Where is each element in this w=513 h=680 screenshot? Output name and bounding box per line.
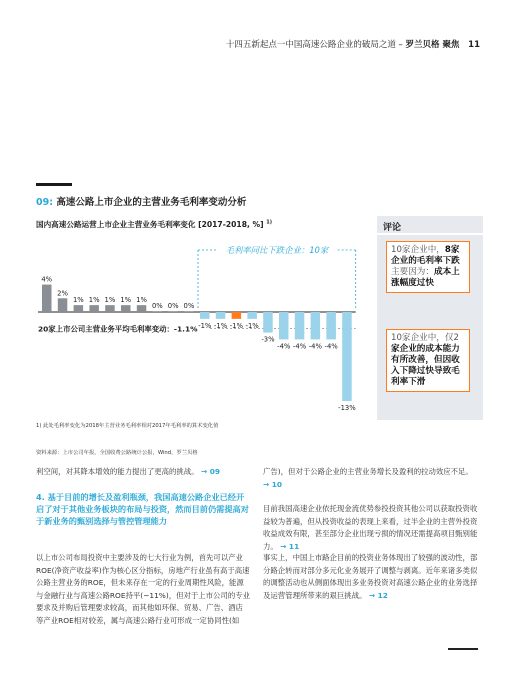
body-right-p2-text: 事实上，中国上市路企目前的投资业务体现出了较强的波动性，部分路企转而对部分多元化业务展开了调整与剥离。近年来诸多类似的调整活动也从侧面体现出多业务投资对高速公路企业的业务选择及运营管理所带来的艰巨挑战。	[263, 553, 478, 600]
page-number: 11	[468, 40, 480, 50]
bar-12	[216, 312, 226, 319]
bar-label-14: -1%	[245, 321, 259, 330]
bar-label-15: -3%	[261, 335, 275, 344]
running-header	[0, 38, 480, 50]
bar-label-12: -1%	[213, 321, 228, 330]
bar-label-19: -4%	[324, 342, 338, 351]
header-brand: 罗兰贝格 聚焦	[405, 40, 460, 50]
bar-17	[295, 312, 305, 339]
body-right-paragraph-1	[263, 503, 481, 553]
ref-link-11[interactable]: → 11	[280, 541, 300, 551]
bar-label-13: -1%	[229, 321, 243, 330]
bar-18	[311, 312, 321, 339]
bar-label-4: 1%	[88, 296, 100, 305]
bar-5	[105, 305, 115, 312]
body-left-paragraph: 以上市公司布局投资中主要涉及的七大行业为例，首先可以产业ROE(净资产收益率)作为核心区分指标，房地产行业虽有高于高速公路主营业务的ROE，但未来存在一定的行业周期性风险，能源与金融行业与高速公路ROE持平(~11%)，但对于上市公司的专业要求及并购后管理要求较高，而其他如环保、贸易、广告、酒店等产业ROE相对较差，属与高速公路行业可形成一定协同性(如	[36, 553, 250, 625]
chart-subtitle	[36, 219, 272, 230]
callout1-text-b: 主要因为：	[391, 267, 434, 277]
body-left-intro-text: 利空间，对其降本增效的能力提出了更高的挑战。	[36, 467, 199, 476]
bar-label-8: 0%	[151, 302, 163, 311]
bar-14	[247, 312, 257, 319]
figure-title-text: 高速公路上市企业的主营业务毛利率变动分析	[56, 197, 247, 208]
bar-label-9: 0%	[167, 302, 179, 311]
body-left-intro	[36, 466, 250, 479]
callout1-text-a: 10家企业中，	[391, 245, 445, 255]
callout2-bold-a: 家企业的成本能力有所改善，但因收入下降过快导致毛利率下滑	[391, 344, 460, 387]
chart-subtitle-note: 1)	[266, 219, 273, 226]
bar-3	[74, 305, 84, 312]
bar-10	[184, 311, 194, 312]
figure-number: 09:	[36, 197, 54, 208]
bar-label-17: -4%	[292, 342, 307, 351]
bar-13	[232, 312, 242, 319]
footer-rule	[448, 648, 478, 650]
bar-9	[168, 311, 178, 312]
bar-2	[58, 298, 68, 312]
callout2-text-a: 10家企业中，仅2	[391, 333, 459, 343]
average-label: 20家上市公司主营业务平均毛利率变动：-1.1%	[38, 324, 198, 334]
header-text: 十四五新起点一中国高速公路企业的破局之道 –	[225, 40, 403, 50]
section-heading-4: 4. 基于目前的增长及盈利瓶颈，我国高速公路企业已经开启了对于其他业务板块的布局与投资，然而目前仍需提高对于新业务的甄别选择与管控管理能力	[36, 492, 249, 527]
bar-15	[263, 312, 273, 333]
ref-link-09[interactable]: → 09	[200, 467, 221, 476]
bar-label-1: 4%	[41, 275, 53, 284]
comment-divider	[377, 233, 483, 235]
comment-heading: 评论	[383, 223, 402, 233]
figure-title	[36, 194, 246, 208]
bar-8	[153, 311, 163, 312]
bar-16	[279, 312, 289, 339]
chart-source: 资料来源：上市公司年报，全国收费公路统计公报，Wind，罗兰贝格	[36, 450, 198, 456]
chart-subtitle-text: 国内高速公路运营上市企业主营业务毛利率变化 [2017-2018, %]	[36, 220, 264, 229]
bar-label-6: 1%	[120, 296, 132, 305]
callout-decline-reason	[386, 241, 470, 293]
bar-label-2: 2%	[57, 289, 68, 298]
body-right-p1-text: 目前我国高速企业依托现金流优势参投投资其他公司以获取投资收益较为普遍，但从投资收益的表现上来看，过半企业的主营外投资收益成效有限，甚至部分企业出现亏损的情况还需提高项目甄别能力。	[263, 504, 478, 551]
bar-19	[326, 312, 336, 339]
bar-1	[42, 285, 52, 312]
bar-label-7: 1%	[136, 296, 147, 305]
bar-label-3: 1%	[72, 296, 84, 305]
bar-11	[200, 312, 210, 319]
bar-7	[137, 305, 147, 312]
section-rule	[36, 183, 72, 186]
bar-label-20: -13%	[338, 404, 356, 412]
bar-label-11: -1%	[198, 321, 212, 330]
margin-change-chart	[36, 232, 366, 412]
callout-cost-improvement	[386, 329, 470, 392]
ref-link-10[interactable]: → 10	[263, 479, 283, 489]
bar-label-10: 0%	[183, 302, 195, 311]
chart-footnote: 1) 此处毛利率变化为2018年主营业务毛利率相对2017年毛利率的算术变化值	[36, 423, 219, 429]
bar-20	[342, 312, 352, 401]
bar-label-18: -4%	[308, 342, 322, 351]
callout1-bold-a: 8家企业的毛利率下跌	[391, 245, 460, 266]
decliners-banner: 毛利率同比下跌企业：10家	[225, 245, 329, 255]
bar-label-16: -4%	[277, 342, 291, 351]
body-right-intro-text: 广告)，但对于公路企业的主营业务增长及盈利的拉动效应不足。	[263, 467, 473, 476]
bar-4	[89, 305, 99, 312]
body-right-paragraph-2	[263, 552, 481, 602]
ref-link-12[interactable]: → 12	[368, 590, 388, 600]
body-right-intro	[263, 466, 481, 491]
callout1-bold-b: 成本上涨幅度过快	[391, 267, 460, 288]
bar-label-5: 1%	[104, 296, 116, 305]
bar-6	[121, 305, 131, 312]
